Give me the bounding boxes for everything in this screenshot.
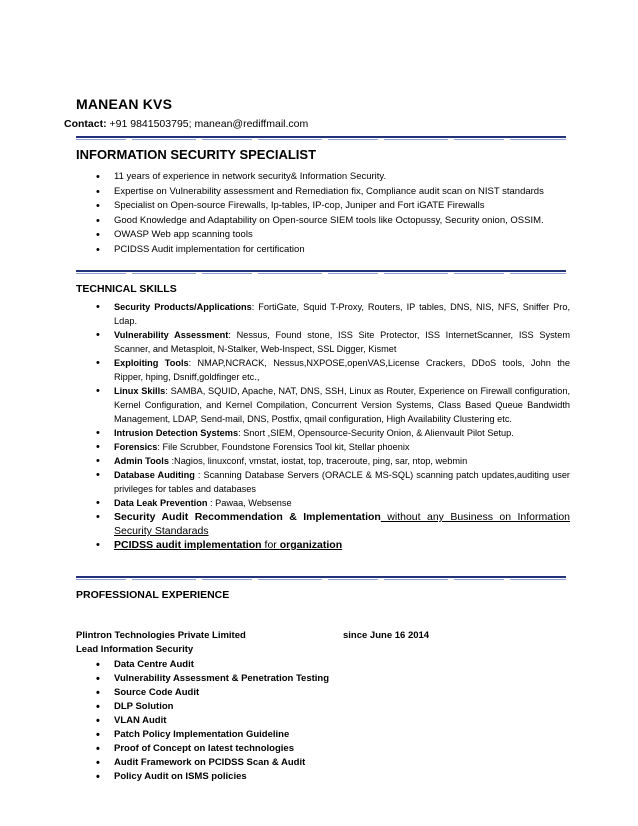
section-divider (76, 576, 566, 580)
professional-title: INFORMATION SECURITY SPECIALIST (76, 147, 317, 162)
duty-item: • DLP Solution (90, 700, 490, 714)
duty-item: • Data Centre Audit (90, 658, 490, 672)
duty-item: • Patch Policy Implementation Guideline (90, 728, 490, 742)
skill-item-pcidss: • PCIDSS audit implementation for organization (90, 538, 570, 552)
duty-item: • Policy Audit on ISMS policies (90, 770, 490, 784)
summary-item: • Expertise on Vulnerability assessment and Remediation fix, Compliance audit scan on NIST standards (90, 185, 570, 199)
skill-item: • Intrusion Detection Systems: Snort ,SIEM, Opensource-Security Onion, & Alienvault Pilot Setup. (90, 426, 570, 440)
skill-item: • Database Auditing : Scanning Database Servers (ORACLE & MS-SQL) scanning patch updates,auditing user privileges for tables and databases (90, 468, 570, 496)
duty-item: • Source Code Audit (90, 686, 490, 700)
duty-item: • Vulnerability Assessment & Penetration Testing (90, 672, 490, 686)
summary-item: • OWASP Web app scanning tools (90, 228, 570, 242)
skill-item: • Data Leak Prevention : Pawaa, Websense (90, 496, 570, 510)
duty-item: • VLAN Audit (90, 714, 490, 728)
duty-item: • Proof of Concept on latest technologies (90, 742, 490, 756)
company-name: Plintron Technologies Private Limited (76, 630, 246, 641)
section-divider (76, 270, 566, 274)
summary-item: • Good Knowledge and Adaptability on Open-source SIEM tools like Octopussy, Security onion, OSSIM. (90, 214, 570, 228)
candidate-name: MANEAN KVS (76, 96, 173, 112)
duties-list (90, 658, 490, 784)
skill-item: • Security Products/Applications: FortiGate, Squid T-Proxy, Routers, IP tables, DNS, NIS, NFS, Sniffer Pro, Ldap. (90, 300, 570, 328)
professional-experience-heading: PROFESSIONAL EXPERIENCE (76, 589, 230, 601)
contact-label: Contact: (64, 118, 107, 130)
contact-line (64, 118, 308, 130)
employment-start: since June 16 2014 (343, 630, 430, 641)
summary-item: • Specialist on Open-source Firewalls, Ip-tables, IP-cop, Juniper and Fort iGATE Firewalls (90, 199, 570, 213)
summary-item: • 11 years of experience in network security& Information Security. (90, 170, 570, 184)
skill-item: • Exploiting Tools: NMAP,NCRACK, Nessus,NXPOSE,openVAS,License Crackers, DDoS tools, John the Ripper, hping, Dsniff,goldfinger etc., (90, 356, 570, 384)
job-role: Lead Information Security (76, 644, 194, 655)
skill-item: • Forensics: File Scrubber, Foundstone Forensics Tool kit, Stellar phoenix (90, 440, 570, 454)
skill-item: • Vulnerability Assessment: Nessus, Found stone, ISS Site Protector, ISS InternetScanner, ISS System Scanner, and Metasploit, N-Stalker, Web-Inspect, SSL Digger, Kismet (90, 328, 570, 356)
technical-skills-heading: TECHNICAL SKILLS (76, 283, 177, 295)
summary-item: • PCIDSS Audit implementation for certification (90, 243, 570, 257)
skill-item: • Admin Tools :Nagios, linuxconf, vmstat, iostat, top, traceroute, ping, sar, ntop, webmin (90, 454, 570, 468)
section-divider (76, 136, 566, 140)
contact-value: +91 9841503795; manean@rediffmail.com (106, 118, 309, 130)
technical-skills-list (90, 300, 570, 552)
summary-list (90, 170, 570, 258)
skill-item-audit: • Security Audit Recommendation & Implementation without any Business on Information Security Standarads (90, 510, 570, 538)
duty-item: • Audit Framework on PCIDSS Scan & Audit (90, 756, 490, 770)
skill-item: • Linux Skills: SAMBA, SQUID, Apache, NAT, DNS, SSH, Linux as Router, Experience on Firewall configuration, Kernel Configuration, and Kernel Compilation, Concurrent Version Systems, Class Based Queue Bandwidth Management, LDAP, Send-mail, DNS, Postfix, qmail configuration, High Availability Clustering etc. (90, 384, 570, 426)
